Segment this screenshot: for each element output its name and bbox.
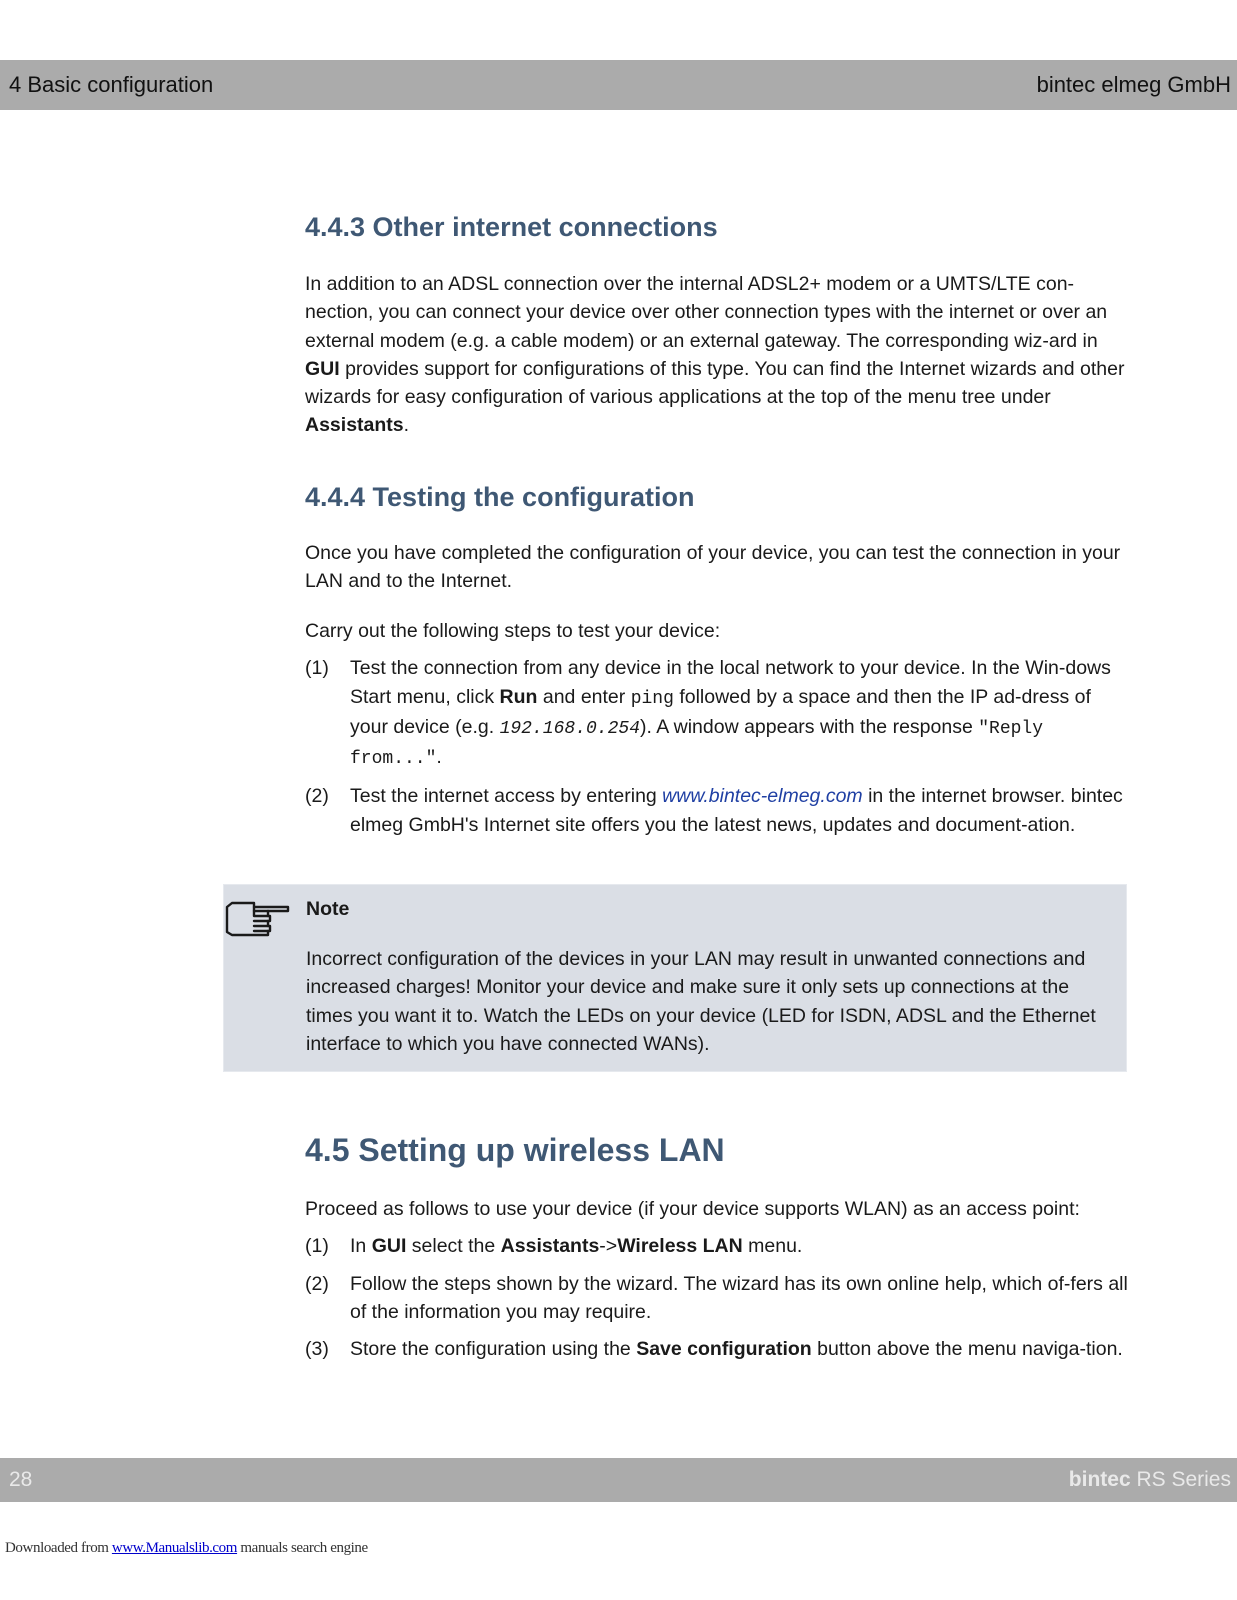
list-item: [305, 1232, 1130, 1260]
assistants-term: Assistants: [305, 414, 404, 437]
text: followed by a space and then the IP ad-dress of your device (e.g.: [350, 685, 1091, 738]
text: Test the internet access by entering: [350, 785, 663, 808]
step-list: [305, 1232, 1130, 1363]
text: and enter: [537, 685, 631, 708]
text: in the internet browser. bintec elmeg GmbH's Internet site offers you the latest news, updates and document-ation.: [350, 785, 1123, 836]
gui-term: GUI: [371, 1235, 407, 1258]
run-term: Run: [499, 685, 538, 708]
paragraph: Once you have completed the configuration of your device, you can test the connection in your LAN and to the Internet.: [305, 542, 1121, 593]
section-4-4-4-steps: [305, 617, 1130, 839]
text: .: [436, 746, 442, 769]
text: ). A window appears with the response: [640, 715, 979, 738]
brand-name: bintec: [1068, 1468, 1131, 1491]
pointing-hand-icon: [224, 899, 290, 944]
section-4-4-4: [305, 482, 1130, 513]
note-box: [223, 884, 1127, 1072]
list-item: [305, 1270, 1130, 1327]
text: button above the menu naviga-tion.: [811, 1338, 1123, 1361]
step-number: (1): [305, 657, 329, 680]
step-number: (2): [305, 785, 329, 808]
step-number: (3): [305, 1338, 329, 1361]
paragraph: [305, 270, 1130, 440]
gui-term: GUI: [305, 357, 340, 380]
note-title: Note: [306, 898, 350, 920]
text: Store the configuration using the: [350, 1338, 637, 1361]
download-prefix: Downloaded from: [5, 1540, 112, 1556]
wireless-lan-term: Wireless LAN: [617, 1235, 743, 1258]
reply-text: "Reply from...": [350, 718, 1044, 770]
page-number: 28: [9, 1468, 33, 1491]
ping-command: ping: [630, 688, 674, 709]
assistants-term: Assistants: [500, 1235, 600, 1258]
company-name: bintec elmeg GmbH: [1036, 72, 1231, 97]
step-number: (2): [305, 1272, 329, 1295]
section-4-4-4-body: [305, 539, 1130, 596]
text: menu.: [742, 1235, 803, 1258]
ip-address: 192.168.0.254: [499, 718, 641, 739]
section-4-5-body: [305, 1195, 1130, 1363]
list-item: [305, 654, 1130, 773]
manualslib-link[interactable]: www.Manualslib.com: [111, 1540, 238, 1556]
list-item: [305, 1335, 1130, 1363]
text: select the: [406, 1235, 501, 1258]
section-heading: 4.4.3 Other internet connections: [305, 212, 718, 242]
download-suffix: manuals search engine: [237, 1540, 368, 1556]
text: ->: [599, 1235, 618, 1258]
section-4-4-3: [305, 212, 1130, 243]
page-footer: [0, 1458, 1237, 1502]
text: In: [350, 1235, 372, 1258]
list-item: [305, 782, 1130, 839]
section-heading: 4.4.4 Testing the configuration: [305, 482, 695, 512]
text: .: [403, 414, 410, 437]
download-notice: [5, 1540, 368, 1557]
section-4-4-3-body: [305, 270, 1130, 440]
text: Test the connection from any device in the local network to your device. In the Win-dows Start menu, click: [350, 657, 1111, 708]
text: provides support for configurations of this type. You can find the Internet wizards and other wizards for easy configuration of various applications at the top of the menu tree under: [305, 357, 1125, 409]
note-text: Incorrect configuration of the devices in your LAN may result in unwanted connections and increased charges! Monitor your device and make sure it only sets up connections at the times you want it to. Watch the LEDs on your device (LED for ISDN, ADSL and the Ethernet interface to which you have connected WANs).: [306, 948, 1096, 1055]
save-configuration-term: Save configuration: [636, 1338, 812, 1361]
series-name: RS Series: [1130, 1468, 1231, 1491]
chapter-title: 4 Basic configuration: [9, 72, 214, 97]
section-4-5: [305, 1132, 1130, 1169]
section-heading: 4.5 Setting up wireless LAN: [305, 1132, 725, 1168]
paragraph: Carry out the following steps to test your device:: [305, 620, 721, 642]
text: Follow the steps shown by the wizard. The wizard has its own online help, which of-fers all of the information you may require.: [350, 1272, 1128, 1323]
step-list: [305, 654, 1130, 839]
text: In addition to an ADSL connection over the internal ADSL2+ modem or a UMTS/LTE con-nection, you can connect your device over other connection types with the internet or over an external modem (e.g. a cable modem) or an external gateway. The corresponding wiz-ard in: [305, 273, 1108, 352]
page-header: [0, 60, 1237, 110]
paragraph: Proceed as follows to use your device (if your device supports WLAN) as an access point:: [305, 1198, 1080, 1220]
website-link[interactable]: www.bintec-elmeg.com: [662, 785, 863, 808]
product-series: [1069, 1468, 1231, 1492]
step-number: (1): [305, 1235, 329, 1258]
